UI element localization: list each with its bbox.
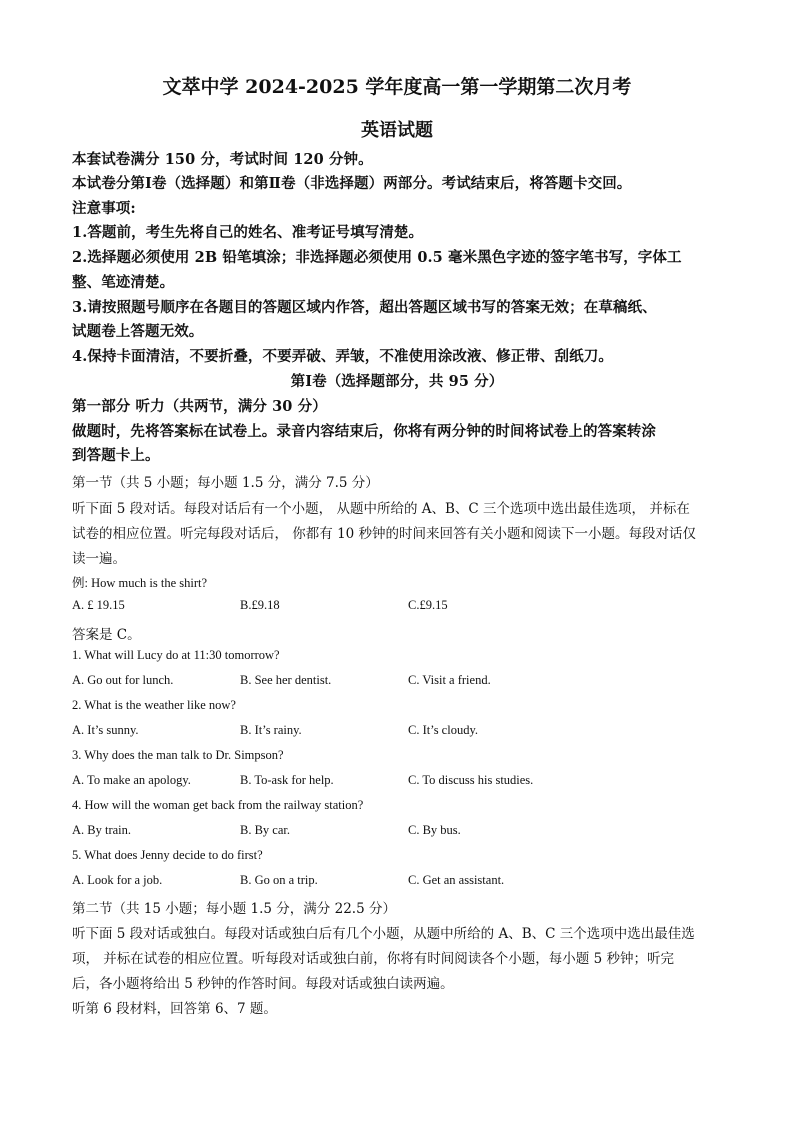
- note-2a: 2.选择题必须使用 2B 铅笔填涂；非选择题必须使用 0.5 毫米黑色字迹的签字笔书写，字体工: [72, 249, 682, 266]
- question-5-option-a: A. Look for a job.: [72, 873, 163, 887]
- question-4: 4. How will the woman get back from the railway station?: [72, 798, 364, 812]
- exam-title: 文萃中学 2024-2025 学年度高一第一学期第二次月考: [162, 76, 632, 98]
- notes-heading: 注意事项:: [72, 200, 136, 217]
- question-5-option-b: B. Go on a trip.: [240, 873, 318, 887]
- question-2-option-b: B. It’s rainy.: [240, 723, 302, 737]
- question-2-option-a: A. It’s sunny.: [72, 723, 139, 737]
- section2-instruction-a: 听下面 5 段对话或独白。每段对话或独白后有几个小题，从题中所给的 A、B、C 三个选项中选出最佳选: [72, 926, 695, 942]
- question-1-option-c: C. Visit a friend.: [408, 673, 491, 687]
- section2-instruction-b: 项， 并标在试卷的相应位置。听每段对话或独白前，你将有时间阅读各个小题，每小题 5 秒钟；听完: [72, 951, 674, 967]
- section2-heading: 第二节（共 15 小题；每小题 1.5 分，满分 22.5 分）: [72, 901, 396, 917]
- question-5: 5. What does Jenny decide to do first?: [72, 848, 263, 862]
- question-3-option-c: C. To discuss his studies.: [408, 773, 534, 787]
- question-1-option-a: A. Go out for lunch.: [72, 673, 174, 687]
- intro-line-2: 本试卷分第Ⅰ卷（选择题）和第Ⅱ卷（非选择题）两部分。考试结束后，将答题卡交回。: [72, 175, 632, 192]
- example-question: 例: How much is the shirt?: [72, 576, 208, 590]
- part1-heading: 第一部分 听力（共两节，满分 30 分）: [72, 398, 327, 415]
- note-3b: 试题卷上答题无效。: [72, 323, 204, 340]
- part1-instruction-b: 到答题卡上。: [72, 447, 160, 464]
- question-5-option-c: C. Get an assistant.: [408, 873, 505, 887]
- section1-instruction-a: 听下面 5 段对话。每段对话后有一个小题， 从题中所给的 A、B、C 三个选项中选出最佳选项， 并标在: [72, 501, 690, 517]
- question-3-option-a: A. To make an apology.: [72, 773, 191, 787]
- question-3-option-b: B. To-ask for help.: [240, 773, 334, 787]
- question-4-option-c: C. By bus.: [408, 823, 461, 837]
- part1-instruction-a: 做题时，先将答案标在试卷上。录音内容结束后，你将有两分钟的时间将试卷上的答案转涂: [72, 423, 656, 440]
- note-1: 1.答题前，考生先将自己的姓名、准考证号填写清楚。: [72, 224, 424, 241]
- intro-line-1: 本套试卷满分 150 分，考试时间 120 分钟。: [72, 151, 373, 168]
- section1-heading: 第一节（共 5 小题；每小题 1.5 分，满分 7.5 分）: [72, 475, 379, 491]
- section1-instruction-c: 读一遍。: [72, 551, 126, 567]
- volume1-heading: 第Ⅰ卷（选择题部分，共 95 分）: [290, 373, 504, 390]
- question-4-option-b: B. By car.: [240, 823, 290, 837]
- section2-instruction-c: 后，各小题将给出 5 秒钟的作答时间。每段对话或独白读两遍。: [72, 976, 454, 992]
- question-1: 1. What will Lucy do at 11:30 tomorrow?: [72, 648, 280, 662]
- exam-subtitle: 英语试题: [361, 120, 433, 141]
- question-1-option-b: B. See her dentist.: [240, 673, 332, 687]
- question-2: 2. What is the weather like now?: [72, 698, 236, 712]
- question-4-option-a: A. By train.: [72, 823, 132, 837]
- note-4: 4.保持卡面清洁，不要折叠，不要弄破、弄皱，不准使用涂改液、修正带、刮纸刀。: [72, 348, 613, 365]
- note-2b: 整、笔迹清楚。: [72, 274, 175, 291]
- example-option-b: B.£9.18: [240, 598, 280, 612]
- section1-instruction-b: 试卷的相应位置。听完每段对话后， 你都有 10 秒钟的时间来回答有关小题和阅读下一小题。每段对话仅: [72, 526, 697, 542]
- section2-material: 听第 6 段材料，回答第 6、7 题。: [72, 1001, 277, 1017]
- example-option-a: A. £ 19.15: [72, 598, 125, 612]
- example-option-c: C.£9.15: [408, 598, 448, 612]
- question-3: 3. Why does the man talk to Dr. Simpson?: [72, 748, 284, 762]
- example-answer: 答案是 C。: [72, 627, 141, 643]
- note-3a: 3.请按照题号顺序在各题目的答题区域内作答，超出答题区域书写的答案无效；在草稿纸、: [72, 299, 657, 316]
- question-2-option-c: C. It’s cloudy.: [408, 723, 479, 737]
